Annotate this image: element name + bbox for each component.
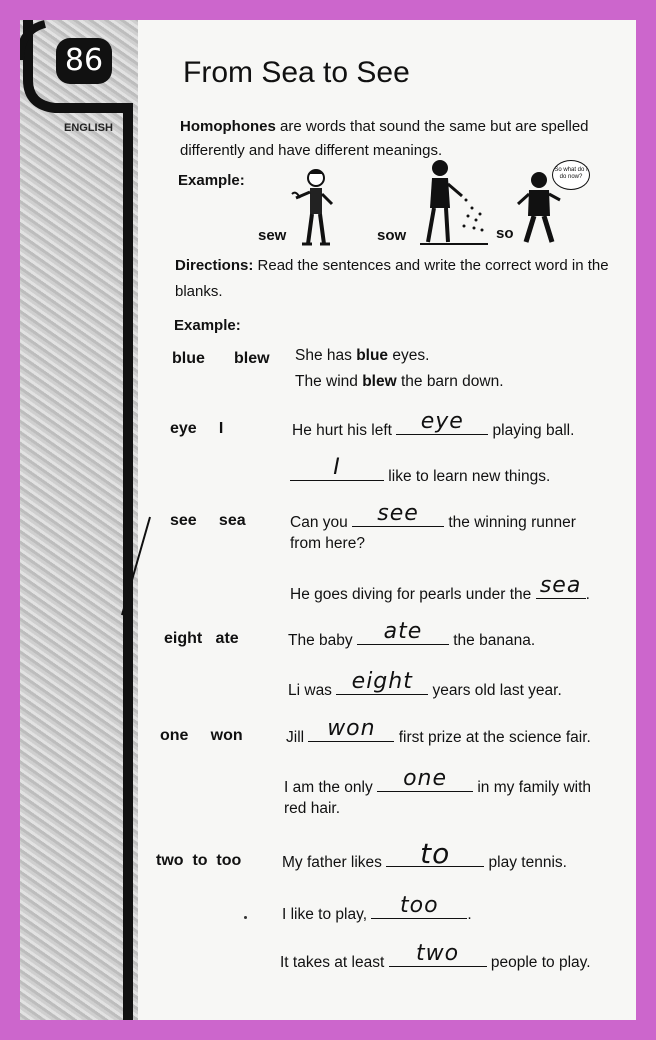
sentence-text: Jill — [286, 729, 309, 746]
intro-paragraph — [180, 115, 600, 163]
sentence-bold: blew — [362, 373, 397, 390]
directions-body: Read the sentences and write the correct word in the blanks. — [175, 257, 609, 300]
sentence-text: The wind — [295, 373, 363, 390]
sentence-text: He goes diving for pearls under the — [290, 586, 536, 603]
sentence-text: Can you — [290, 514, 353, 531]
answer-blank[interactable] — [389, 941, 487, 967]
item-4-sentence-2 — [284, 766, 592, 800]
handwritten-answer: sea — [539, 573, 582, 598]
page-title: From Sea to See — [183, 56, 410, 89]
directions-text — [175, 253, 615, 305]
sentence-text: The baby — [288, 632, 357, 649]
item-5-sentence-2 — [282, 893, 472, 927]
item-1-sentence-2 — [290, 455, 551, 489]
sentence-text: playing ball. — [488, 422, 575, 439]
sentence-text: It takes at least — [280, 954, 389, 971]
example-word-so: so — [496, 225, 514, 242]
sow-figure-illustration — [418, 156, 494, 248]
item-5-sentence-1 — [282, 837, 567, 875]
stray-dot — [244, 916, 247, 919]
sentence-text: Li was — [288, 682, 337, 699]
sentence-text: the winning runner — [444, 514, 576, 531]
answer-blank[interactable] — [336, 669, 428, 695]
speech-bubble: So what do I do now? — [552, 160, 590, 190]
example-pair-word-2: blew — [234, 350, 270, 367]
answer-blank[interactable] — [377, 766, 473, 792]
sew-figure-illustration — [288, 164, 338, 248]
answer-blank[interactable] — [396, 409, 488, 435]
example-sentence-1 — [295, 344, 429, 368]
handwritten-answer: one — [403, 766, 448, 791]
sentence-text: play tennis. — [484, 854, 567, 871]
handwritten-answer: I — [333, 455, 341, 480]
sentence-text: She has — [295, 347, 357, 364]
sentence-text: people to play. — [486, 954, 591, 971]
sentence-text: . — [585, 586, 590, 603]
sentence-text: in my family with — [473, 779, 592, 796]
sentence-text: first prize at the science fair. — [394, 729, 591, 746]
item-3-sentence-2 — [288, 669, 562, 703]
item-5-sentence-3 — [280, 941, 591, 975]
example-pair-word-1: blue — [172, 350, 205, 367]
example-label: Example: — [178, 172, 245, 189]
answer-blank[interactable] — [371, 893, 467, 919]
item-1-sentence-1 — [292, 409, 575, 443]
item-2-sentence-2 — [290, 573, 590, 607]
worksheet-page — [20, 20, 636, 1020]
intro-term: Homophones — [180, 118, 276, 135]
sentence-bold: blue — [356, 347, 389, 364]
directions-label: Directions: — [175, 257, 254, 274]
handwritten-answer: ate — [383, 619, 423, 644]
sentence-text: eyes. — [388, 347, 430, 364]
sentence-text: . — [467, 906, 472, 923]
intro-definition: are words that sound the same but are spelled differently and have different meanings. — [180, 118, 589, 159]
page-number-badge: 86 — [56, 38, 112, 84]
item-5-words: two to too — [156, 852, 242, 869]
handwritten-answer: eight — [351, 669, 413, 694]
sentence-text: like to learn new things. — [384, 468, 551, 485]
sentence-text: the banana. — [448, 632, 536, 649]
item-4-sentence-2-continued: red hair. — [284, 800, 341, 817]
sentence-text: years old last year. — [428, 682, 562, 699]
handwritten-answer: won — [327, 716, 376, 741]
sentence-text: the barn down. — [396, 373, 504, 390]
item-2-words: see sea — [170, 512, 246, 529]
sentence-text: I like to play, — [282, 906, 372, 923]
item-1-words: eye I — [170, 420, 224, 437]
answer-blank[interactable] — [308, 716, 394, 742]
answer-blank[interactable] — [352, 501, 444, 527]
answer-blank[interactable] — [386, 837, 484, 870]
example-sentence-2 — [295, 370, 504, 394]
answer-blank[interactable] — [290, 455, 384, 481]
sentence-text: He hurt his left — [292, 422, 397, 439]
item-2-sentence-1-continued: from here? — [290, 535, 365, 552]
example2-label: Example: — [174, 317, 241, 334]
item-3-sentence-1 — [288, 619, 536, 653]
handwritten-answer: too — [400, 893, 439, 918]
answer-blank[interactable] — [536, 573, 586, 599]
example-word-sow: sow — [377, 227, 407, 244]
sentence-text: My father likes — [282, 854, 387, 871]
item-4-words: one won — [160, 727, 243, 744]
handwritten-answer: two — [416, 941, 460, 966]
example-word-sew: sew — [258, 227, 287, 244]
item-2-sentence-1 — [290, 501, 576, 535]
answer-blank[interactable] — [357, 619, 449, 645]
item-4-sentence-1 — [286, 716, 591, 750]
pencil-mark — [110, 515, 160, 625]
handwritten-answer: to — [420, 837, 451, 870]
handwritten-answer: see — [377, 501, 419, 526]
item-3-words: eight ate — [164, 630, 239, 647]
sentence-text: I am the only — [284, 779, 378, 796]
handwritten-answer: eye — [420, 409, 464, 434]
subject-tab-label: ENGLISH — [64, 122, 113, 134]
